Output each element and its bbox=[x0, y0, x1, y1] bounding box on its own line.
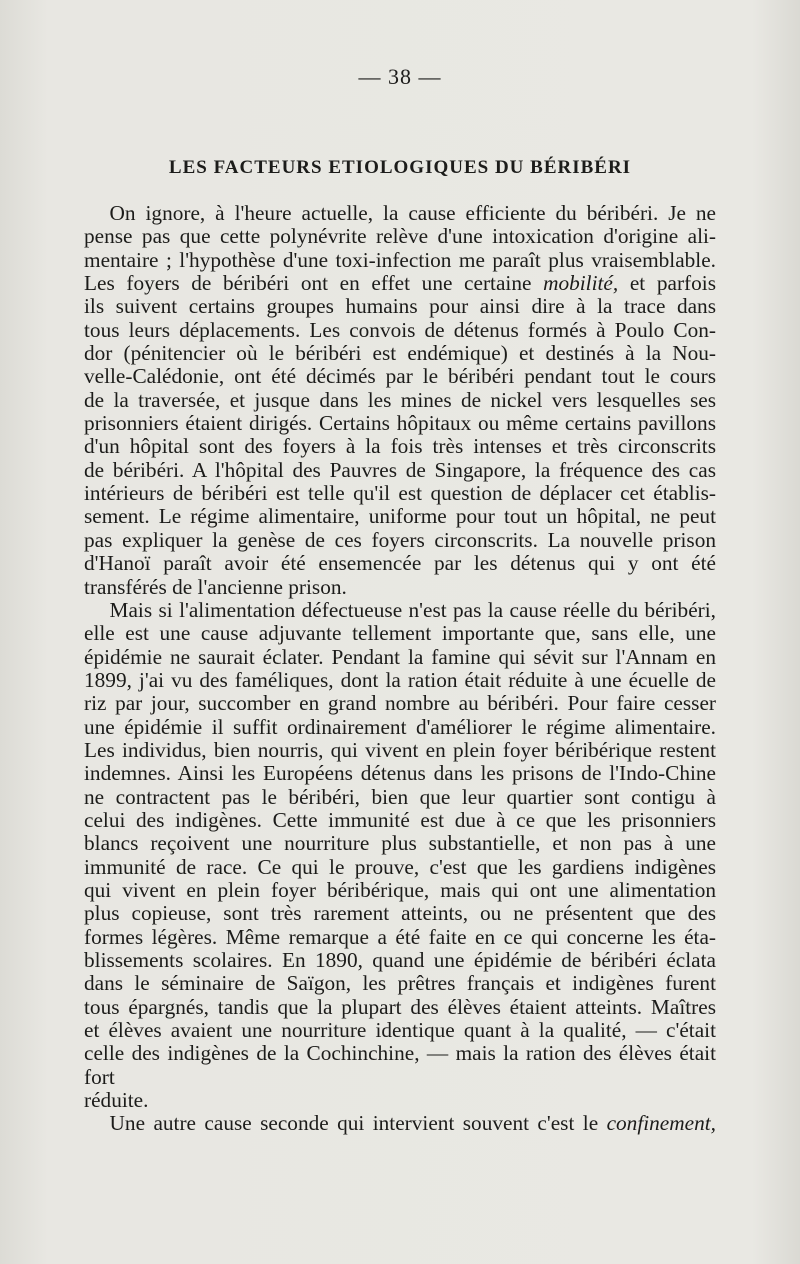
text-line: tous leurs déplacements. Les convois de détenus formés à Poulo Con- bbox=[84, 317, 716, 342]
italic-word: mobilité, bbox=[543, 271, 619, 296]
text-line: qui vivent en plein foyer béribérique, mais qui ont une alimentation bbox=[84, 877, 716, 902]
page-number: — 38 — bbox=[358, 64, 442, 89]
text-line: d'un hôpital sont des foyers à la fois très intenses et très circonscrits bbox=[84, 434, 716, 459]
text-line: sement. Le régime alimentaire, uniforme pour tout un hôpital, ne peut bbox=[84, 504, 716, 529]
text-line: On ignore, à l'heure actuelle, la cause efficiente du béribéri. Je ne bbox=[109, 201, 716, 225]
text-line: tous épargnés, tandis que la plupart des élèves étaient atteints. Maîtres bbox=[84, 994, 716, 1019]
text-line: épidémie ne saurait éclater. Pendant la famine qui sévit sur l'Annam en bbox=[84, 644, 716, 669]
text-line: formes légères. Même remarque a été faite en ce qui concerne les éta- bbox=[84, 924, 716, 949]
text-line: prisonniers étaient dirigés. Certains hôpitaux ou même certains pavillons bbox=[84, 411, 716, 436]
text-line: et élèves avaient une nourriture identique quant à la qualité, — c'était bbox=[84, 1018, 716, 1043]
text-line: Mais si l'alimentation défectueuse n'est pas la cause réelle du béribéri, bbox=[109, 597, 716, 622]
text-line: ils suivent certains groupes humains pour ainsi dire à la trace dans bbox=[84, 294, 716, 319]
text-segment: Une autre cause seconde qui intervient souvent c'est le bbox=[109, 1111, 599, 1136]
text-line: réduite. bbox=[84, 1088, 149, 1113]
text-line: blancs reçoivent une nourriture plus substantielle, et non pas à une bbox=[84, 831, 716, 856]
text-line: une épidémie il suffit ordinairement d'améliorer le régime alimentaire. bbox=[84, 714, 716, 739]
text-line: riz par jour, succomber en grand nombre au béribéri. Pour faire cesser bbox=[84, 691, 716, 716]
text-line: dans le séminaire de Saïgon, les prêtres français et indigènes furent bbox=[84, 971, 716, 996]
text-line-mixed bbox=[84, 1112, 716, 1135]
text-line: dor (pénitencier où le béribéri est endémique) et destinés à la Nou- bbox=[84, 341, 716, 366]
paragraph-1 bbox=[84, 202, 716, 599]
italic-word: confinement, bbox=[606, 1111, 716, 1136]
text-line: celui des indigènes. Cette immunité est due à ce que les prisonniers bbox=[84, 807, 716, 832]
text-line: d'Hanoï paraît avoir été ensemencée par les détenus qui y ont été bbox=[84, 551, 716, 576]
text-line: de béribéri. A l'hôpital des Pauvres de Singapore, la fréquence des cas bbox=[84, 457, 716, 482]
text-line: blissements scolaires. En 1890, quand une épidémie de béribéri éclata bbox=[84, 948, 716, 972]
text-line: elle est une cause adjuvante tellement importante que, sans elle, une bbox=[84, 621, 716, 646]
text-line: ne contractent pas le béribéri, bien que leur quartier sont contigu à bbox=[84, 784, 716, 809]
text-line: de la traversée, et jusque dans les mines de nickel vers lesquelles ses bbox=[84, 387, 716, 412]
text-line: velle-Calédonie, ont été décimés par le béribéri pendant tout le cours bbox=[84, 364, 716, 389]
text-segment: et parfois bbox=[629, 271, 716, 296]
text-line: plus copieuse, sont très rarement atteints, ou ne présentent que des bbox=[84, 901, 716, 926]
body-text bbox=[84, 202, 716, 1136]
text-line: immunité de race. Ce qui le prouve, c'est que les gardiens indigènes bbox=[84, 854, 716, 879]
paragraph-2 bbox=[84, 599, 716, 1113]
text-line: Les individus, bien nourris, qui vivent en plein foyer béribérique restent bbox=[84, 737, 716, 762]
paragraph-3 bbox=[84, 1112, 716, 1135]
text-line: indemnes. Ainsi les Européens détenus dans les prisons de l'Indo-Chine bbox=[84, 761, 716, 786]
text-line: intérieurs de béribéri est telle qu'il est question de déplacer cet établis- bbox=[84, 481, 716, 506]
text-line-mixed bbox=[84, 272, 716, 295]
text-line: transférés de l'ancienne prison. bbox=[84, 574, 347, 599]
text-line: pense pas que cette polynévrite relève d'une intoxication d'origine ali- bbox=[84, 224, 716, 249]
text-line: 1899, j'ai vu des faméliques, dont la ration était réduite à une écuelle de bbox=[84, 667, 716, 692]
chapter-title: LES FACTEURS ETIOLOGIQUES DU BÉRIBÉRI bbox=[168, 157, 632, 178]
text-line: celle des indigènes de la Cochinchine, — mais la ration des élèves était fort bbox=[84, 1041, 716, 1089]
text-line: mentaire ; l'hypothèse d'une toxi-infection me paraît plus vraisemblable. bbox=[84, 247, 716, 272]
text-line: pas expliquer la genèse de ces foyers circonscrits. La nouvelle prison bbox=[84, 527, 716, 552]
text-segment: Les foyers de béribéri ont en effet une certaine bbox=[84, 271, 532, 296]
